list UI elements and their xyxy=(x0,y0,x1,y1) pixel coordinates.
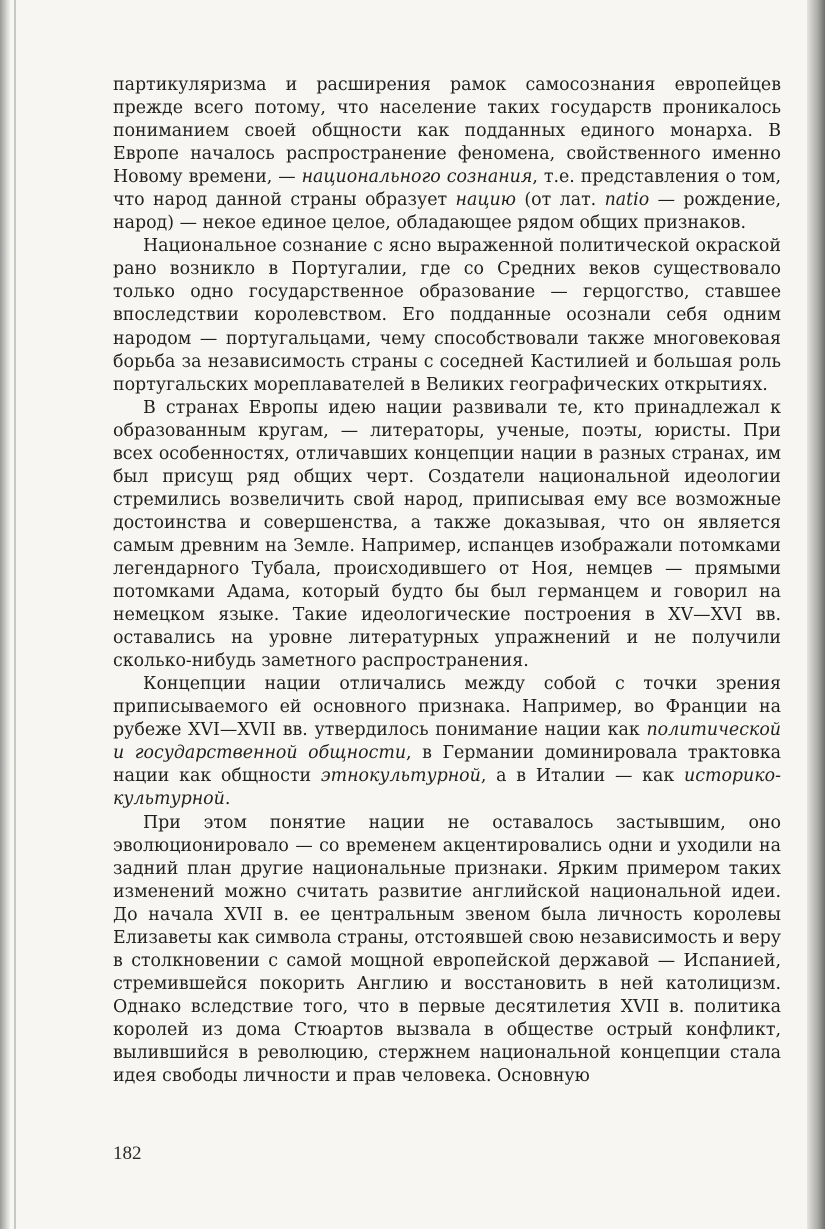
italic-term: историко-культурной xyxy=(113,766,781,810)
scan-right-edge xyxy=(807,0,825,1229)
italic-term: этнокультурной xyxy=(320,766,481,787)
text-run: , а в Италии — как xyxy=(480,766,685,787)
paragraph-3 xyxy=(113,397,781,674)
text-run: (от лат. xyxy=(515,190,605,211)
scan-left-line xyxy=(14,0,16,1229)
text-run: В странах Европы идею нации развивали те, кто принадлежал к образованным кругам, — литераторы, ученые, поэты, юристы. При всех особенностях, отличавших концепции нации в разных странах, им был присущ ряд общих черт. Создатели национальной идеологии стремились возвеличить свой народ, приписывая ему все возможные достоинства и совершенства, а также доказывая, что он является самым древним на Земле. Например, испанцев изображали потомками легендарного Тубала, происходившего от Ноя, немцев — прямыми потомками Адама, который будто бы был германцем и говорил на немецком языке. Такие идеологические построения в XV—XVI вв. оставались на уровне литературных упражнений и не получили сколько-нибудь заметного распространения. xyxy=(113,397,781,672)
paragraph-5 xyxy=(113,812,781,1089)
text-run: Концепции нации отличались между собой с точки зрения приписываемого ей основного признака. Например, во Франции на рубеже XVI—XVII вв. утвердилось понимание нации как xyxy=(113,674,781,741)
text-run: партикуляризма и расширения рамок самосознания европейцев прежде всего потому, что население таких государств проникалось пониманием своей общности как подданных единого монарха. В Европе началось распространение феномена, свойственного именно Новому времени, — xyxy=(113,75,781,188)
paragraph-1 xyxy=(113,74,781,235)
italic-term: политической и государственной общности xyxy=(113,720,781,764)
page-number: 182 xyxy=(113,1143,142,1164)
italic-term: национального сознания xyxy=(301,167,533,188)
text-run: . xyxy=(224,789,231,810)
paragraph-4 xyxy=(113,673,781,811)
scan-left-edge xyxy=(0,0,10,1229)
text-run: , т.е. представления о том, что народ данной страны образует xyxy=(113,167,781,211)
italic-term: нацию xyxy=(455,190,516,211)
text-run: При этом понятие нации не оставалось застывшим, оно эволюционировало — со временем акцентировались одни и уходили на задний план другие национальные признаки. Ярким примером таких изменений можно считать развитие английской национальной идеи. До начала XVII в. ее центральным звеном была личность королевы Елизаветы как символа страны, отстоявшей свою независимость и веру в столкновении с самой мощной европейской державой — Испанией, стремившейся покорить Англию и восстановить в ней католицизм. Однако вследствие того, что в первые десятилетия XVII в. политика королей из дома Стюартов вызвала в обществе острый конфликт, вылившийся в революцию, стержнем национальной концепции стала идея свободы личности и прав человека. Основную xyxy=(113,812,781,1087)
italic-term: natio xyxy=(604,190,650,211)
text-run: Национальное сознание с ясно выраженной политической окраской рано возникло в Португалии, где со Средних веков существовало только одно государственное образование — герцогство, ставшее впоследствии королевством. Его подданные осознали себя одним народом — португальцами, чему способствовали также многовековая борьба за независимость страны с соседней Кастилией и большая роль португальских мореплавателей в Великих географических открытиях. xyxy=(113,236,781,395)
paragraph-2 xyxy=(113,235,781,396)
text-run: , в Германии доминировала трактовка нации как общности xyxy=(113,743,781,787)
text-run: — рождение, народ) — некое единое целое, обладающее рядом общих признаков. xyxy=(113,190,781,234)
page-text xyxy=(113,74,781,1088)
